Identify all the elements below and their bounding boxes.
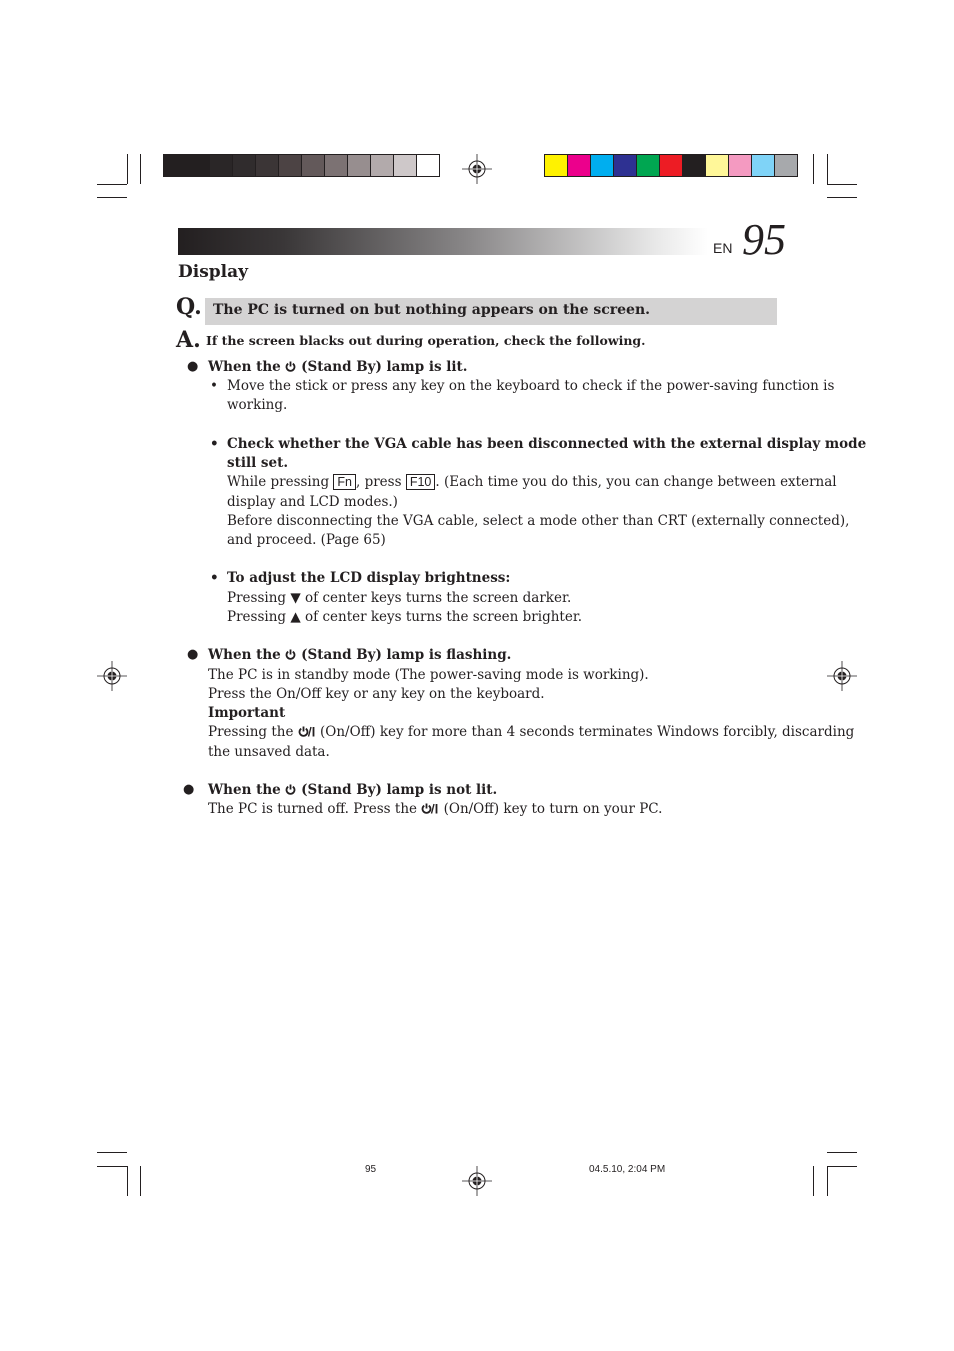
crop-mark bbox=[827, 1166, 828, 1196]
lamp-flashing-heading bbox=[208, 646, 511, 665]
color-swatch bbox=[256, 155, 279, 176]
item-line bbox=[227, 589, 571, 608]
item-line: the unsaved data. bbox=[208, 744, 330, 760]
heading-text: When the bbox=[208, 359, 281, 375]
item-heading: still set. bbox=[227, 455, 289, 471]
color-swatch bbox=[729, 155, 752, 176]
language-label: EN bbox=[713, 240, 733, 256]
color-swatch bbox=[417, 155, 439, 176]
crop-mark bbox=[813, 1166, 814, 1196]
section-title: Display bbox=[178, 262, 249, 282]
text: (On/Off) key for more than 4 seconds terminates Windows forcibly, discarding bbox=[320, 724, 855, 740]
color-swatch bbox=[752, 155, 775, 176]
crop-mark bbox=[127, 1166, 128, 1196]
color-swatch bbox=[348, 155, 371, 176]
key-fn: Fn bbox=[333, 474, 356, 490]
text: The PC is turned off. Press the bbox=[208, 801, 418, 817]
heading-text: When the bbox=[208, 782, 281, 798]
crop-mark bbox=[827, 154, 828, 184]
color-swatch bbox=[233, 155, 256, 176]
text: of center keys turns the screen brighter. bbox=[305, 609, 583, 625]
footer-page: 95 bbox=[365, 1164, 377, 1175]
lamp-not-lit-heading bbox=[208, 781, 497, 800]
sub-bullet: • bbox=[210, 378, 218, 394]
crop-mark bbox=[140, 1166, 141, 1196]
item-line bbox=[227, 473, 837, 492]
crop-mark bbox=[140, 154, 141, 184]
color-swatch bbox=[187, 155, 210, 176]
power-onoff-icon bbox=[298, 726, 316, 737]
item-line: working. bbox=[227, 397, 288, 413]
item-line: The PC is in standby mode (The power-saving mode is working). bbox=[208, 667, 649, 683]
important-label: Important bbox=[208, 705, 286, 721]
registration-mark-icon bbox=[97, 661, 127, 691]
color-swatch bbox=[637, 155, 660, 176]
heading-text: (Stand By) lamp is lit. bbox=[301, 359, 468, 375]
heading-text: (Stand By) lamp is not lit. bbox=[301, 782, 498, 798]
lamp-lit-heading bbox=[208, 358, 467, 377]
bullet: ● bbox=[187, 359, 199, 374]
text: , press bbox=[355, 474, 402, 490]
item-heading: Check whether the VGA cable has been disconnected with the external display mode bbox=[227, 436, 867, 452]
item-line bbox=[227, 608, 582, 627]
header-gradient-bar bbox=[178, 228, 708, 255]
crop-mark bbox=[827, 197, 857, 198]
color-swatch bbox=[775, 155, 797, 176]
color-swatch bbox=[706, 155, 729, 176]
arrow-down-icon: ▼ bbox=[290, 590, 301, 606]
color-bar bbox=[544, 154, 798, 177]
color-swatch bbox=[371, 155, 394, 176]
crop-mark bbox=[827, 184, 857, 185]
question-box bbox=[205, 298, 777, 325]
text: Pressing the bbox=[208, 724, 294, 740]
crop-mark bbox=[97, 197, 127, 198]
item-heading: To adjust the LCD display brightness: bbox=[227, 570, 511, 586]
text: . (Each time you do this, you can change between external bbox=[435, 474, 837, 490]
color-swatch bbox=[279, 155, 302, 176]
standby-icon bbox=[285, 361, 296, 372]
text: Pressing bbox=[227, 609, 287, 625]
standby-icon bbox=[285, 649, 296, 660]
key-f10: F10 bbox=[406, 474, 436, 490]
crop-mark bbox=[827, 1166, 857, 1167]
text: Pressing bbox=[227, 590, 287, 606]
bullet: ● bbox=[183, 782, 195, 797]
arrow-up-icon: ▲ bbox=[290, 609, 301, 625]
bullet: ● bbox=[187, 647, 199, 662]
answer-intro: If the screen blacks out during operation, check the following. bbox=[206, 333, 646, 348]
color-swatch bbox=[660, 155, 683, 176]
text: While pressing bbox=[227, 474, 330, 490]
color-swatch bbox=[210, 155, 233, 176]
color-swatch bbox=[614, 155, 637, 176]
item-line: display and LCD modes.) bbox=[227, 494, 398, 510]
item-line: Before disconnecting the VGA cable, select a mode other than CRT (externally connected), bbox=[227, 513, 850, 529]
color-swatch bbox=[568, 155, 591, 176]
crop-mark bbox=[813, 154, 814, 184]
item-line: Move the stick or press any key on the keyboard to check if the power-saving function is bbox=[227, 378, 835, 394]
crop-mark bbox=[827, 1152, 857, 1153]
item-line: Press the On/Off key or any key on the keyboard. bbox=[208, 686, 545, 702]
registration-mark-icon bbox=[462, 154, 492, 184]
text: of center keys turns the screen darker. bbox=[305, 590, 572, 606]
crop-mark bbox=[97, 1152, 127, 1153]
color-swatch bbox=[545, 155, 568, 176]
color-swatch bbox=[302, 155, 325, 176]
color-swatch bbox=[591, 155, 614, 176]
item-line: and proceed. (Page 65) bbox=[227, 532, 386, 548]
grayscale-bar bbox=[163, 154, 440, 177]
sub-bullet: • bbox=[210, 570, 219, 586]
registration-mark-icon bbox=[462, 1166, 492, 1196]
color-swatch bbox=[164, 155, 187, 176]
crop-mark bbox=[97, 184, 127, 185]
standby-icon bbox=[285, 784, 296, 795]
sub-bullet: • bbox=[210, 436, 219, 452]
color-swatch bbox=[394, 155, 417, 176]
page-number: 95 bbox=[742, 215, 786, 264]
question-label: Q. bbox=[176, 294, 202, 320]
text: (On/Off) key to turn on your PC. bbox=[443, 801, 663, 817]
heading-text: When the bbox=[208, 647, 281, 663]
footer-timestamp: 04.5.10, 2:04 PM bbox=[589, 1164, 666, 1175]
crop-mark bbox=[127, 154, 128, 184]
registration-mark-icon bbox=[827, 661, 857, 691]
color-swatch bbox=[683, 155, 706, 176]
item-line bbox=[208, 800, 662, 819]
answer-label: A. bbox=[176, 327, 201, 353]
question-text: The PC is turned on but nothing appears on the screen. bbox=[213, 302, 651, 318]
heading-text: (Stand By) lamp is flashing. bbox=[301, 647, 512, 663]
item-line bbox=[208, 723, 854, 742]
color-swatch bbox=[325, 155, 348, 176]
power-onoff-icon bbox=[421, 803, 439, 814]
crop-mark bbox=[97, 1166, 127, 1167]
